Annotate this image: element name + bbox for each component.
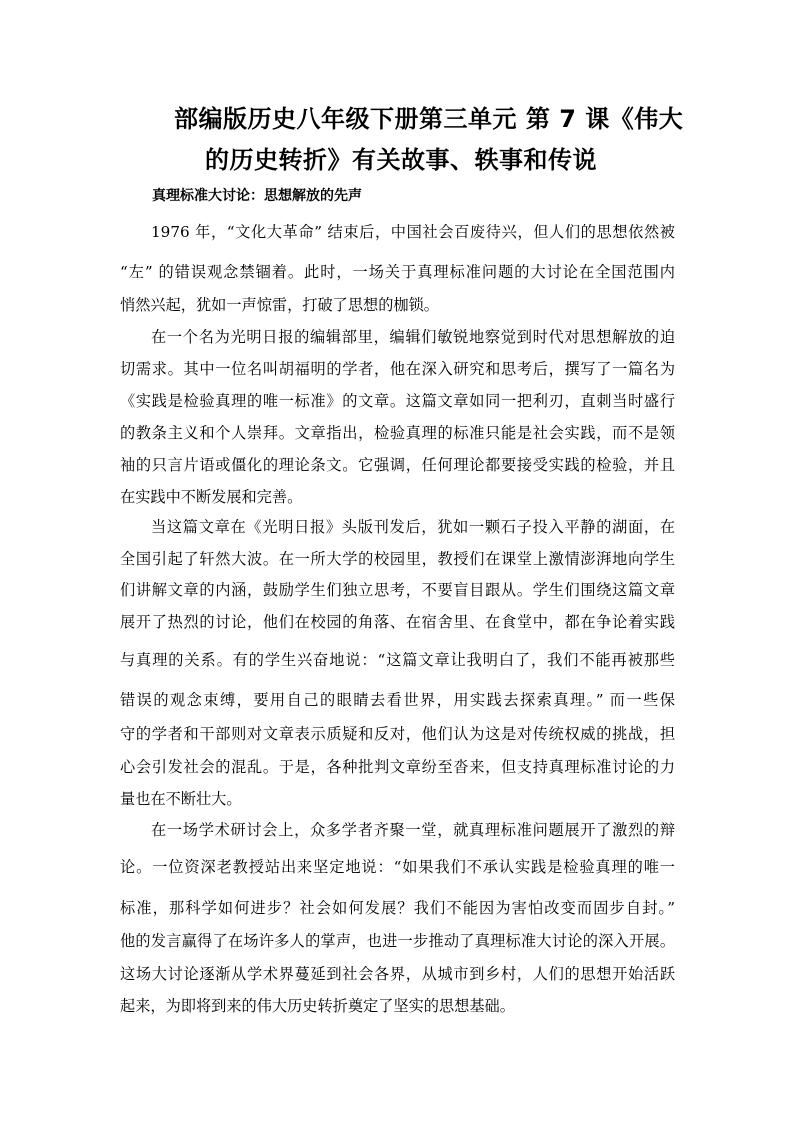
document-title-line-2: 的历史转折》有关故事、轶事和传说 (205, 146, 597, 174)
body-line: 论。一位资深老教授站出来坚定地说：“如果我们不承认实践是检验真理的唯一 (120, 858, 675, 876)
body-line: 在一个名为光明日报的编辑部里，编辑们敏锐地察觉到时代对思想解放的迫 (151, 328, 675, 346)
body-line: 标准，那科学如何进步？社会如何发展？我们不能因为害怕改变而固步自封。” (120, 899, 675, 917)
body-line: 守的学者和干部则对文章表示质疑和反对，他们认为这是对传统权威的挑战，担 (120, 725, 675, 743)
body-line: 当这篇文章在《光明日报》头版刊发后，犹如一颗石子投入平静的湖面，在 (151, 518, 675, 536)
body-line: 这场大讨论逐渐从学术界蔓延到社会各界，从城市到乡村，人们的思想开始活跃 (120, 965, 675, 983)
body-line: 们讲解文章的内涵，鼓励学生们独立思考，不要盲目跟从。学生们围绕这篇文章 (120, 581, 675, 599)
body-line: 袖的只言片语或僵化的理论条文。它强调，任何理论都要接受实践的检验，并且 (120, 456, 675, 474)
document-title-line-1: 部编版历史八年级下册第三单元 第 7 课《伟大 (174, 105, 684, 133)
body-line: 在实践中不断发展和完善。 (120, 488, 303, 506)
body-line: 在一场学术研讨会上，众多学者齐聚一堂，就真理标准问题展开了激烈的辩 (151, 821, 675, 839)
body-line: 心会引发社会的混乱。于是，各种批判文章纷至沓来，但支持真理标准讨论的力 (120, 758, 675, 776)
body-line: 的教条主义和个人崇拜。文章指出，检验真理的标准只能是社会实践，而不是领 (120, 424, 675, 442)
body-line: 展开了热烈的讨论，他们在校园的角落、在宿舍里、在食堂中，都在争论着实践 (120, 613, 675, 631)
body-line: 1976 年，“文化大革命” 结束后，中国社会百废待兴，但人们的思想依然被 (151, 223, 675, 241)
body-line: 起来，为即将到来的伟大历史转折奠定了坚实的思想基础。 (120, 997, 515, 1015)
body-line: 悄然兴起，犹如一声惊雷，打破了思想的枷锁。 (120, 296, 439, 314)
section-heading: 真理标准大讨论：思想解放的先声 (152, 188, 362, 204)
body-line: “左” 的错误观念禁锢着。此时，一场关于真理标准问题的大讨论在全国范围内 (120, 263, 675, 281)
body-line: 《实践是检验真理的唯一标准》的文章。这篇文章如同一把利刃，直刺当时盛行 (120, 392, 675, 410)
body-line: 错误的观念束缚，要用自己的眼睛去看世界，用实践去探索真理。” 而一些保 (120, 691, 675, 709)
body-line: 全国引起了轩然大波。在一所大学的校园里，教授们在课堂上激情澎湃地向学生 (120, 550, 675, 568)
body-line: 他的发言赢得了在场许多人的掌声，也进一步推动了真理标准大讨论的深入开展。 (120, 932, 675, 950)
body-line: 切需求。其中一位名叫胡福明的学者，他在深入研究和思考后，撰写了一篇名为 (120, 360, 675, 378)
body-line: 与真理的关系。有的学生兴奋地说：“这篇文章让我明白了，我们不能再被那些 (120, 651, 675, 669)
body-line: 量也在不断壮大。 (120, 790, 242, 808)
